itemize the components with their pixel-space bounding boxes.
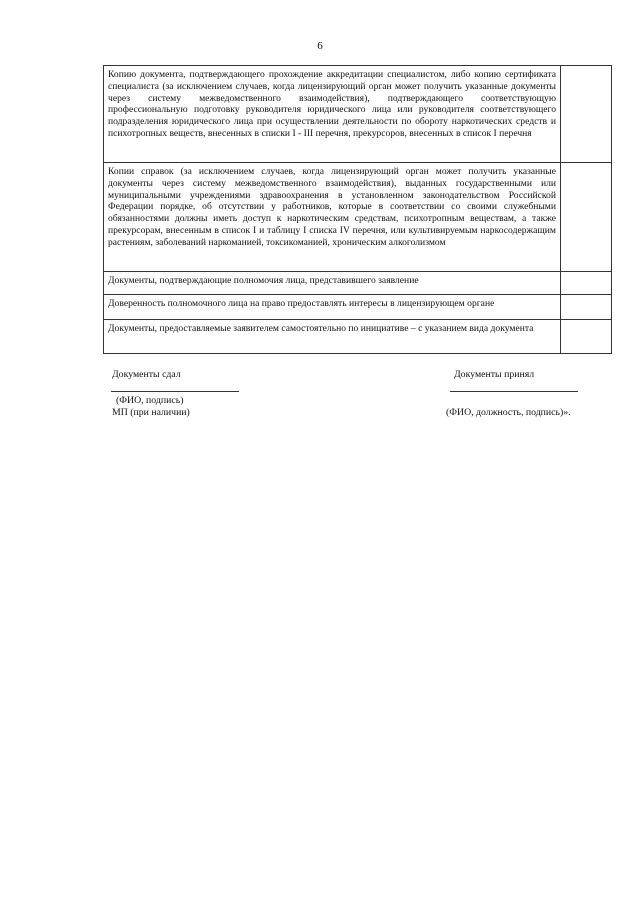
documents-table xyxy=(103,65,612,354)
row-mark-cell xyxy=(561,272,612,295)
stamp-caption: МП (при наличии) xyxy=(112,407,190,418)
submitted-fio-caption: (ФИО, подпись) xyxy=(116,395,184,406)
submitted-label: Документы сдал xyxy=(112,369,181,380)
row-description: Документы, подтверждающие полномочия лица, представившего заявление xyxy=(104,272,561,295)
row-description: Копии справок (за исключением случаев, когда лицензирующий орган может получить указанные документы через систему межведомственного взаимодействия), выданных государственными или муниципальными учреждениями здравоохранения в установленном законодательством Российской Федерации порядке, об отсутствии у работников, которые в соответствии со своими служебными обязанностями должны иметь доступ к наркотическим средствам, психотропным веществам, а также прекурсорам, внесенным в список I и таблицу I списка IV перечня, или культивируемым наркосодержащим растениям, заболеваний наркоманией, токсикоманией, хроническим алкоголизмом xyxy=(104,163,561,272)
received-signature-line xyxy=(450,391,578,392)
table-row xyxy=(104,272,612,295)
submitted-signature-line xyxy=(111,391,239,392)
table-row xyxy=(104,320,612,354)
row-description: Копию документа, подтверждающего прохождение аккредитации специалистом, либо копию сертификата специалиста (за исключением случаев, когда лицензирующий орган может получить указанные документы через систему межведомственного взаимодействия), подтверждающего соответствующую профессиональную подготовку руководителя юридического лица или руководителя соответствующего подразделения юридического лица при осуществлении деятельности по обороту наркотических средств и психотропных веществ, внесенных в списки I - III перечня, прекурсоров, внесенных в список I перечня xyxy=(104,66,561,163)
row-mark-cell xyxy=(561,320,612,354)
received-label: Документы принял xyxy=(454,369,535,380)
table-row xyxy=(104,163,612,272)
received-fio-caption: (ФИО, должность, подпись)». xyxy=(446,407,571,418)
row-mark-cell xyxy=(561,66,612,163)
row-mark-cell xyxy=(561,163,612,272)
table-row xyxy=(104,66,612,163)
page-number: 6 xyxy=(317,40,323,52)
row-description: Документы, предоставляемые заявителем самостоятельно по инициативе – с указанием вида документа xyxy=(104,320,561,354)
row-description: Доверенность полномочного лица на право предоставлять интересы в лицензирующем органе xyxy=(104,295,561,320)
table-row xyxy=(104,295,612,320)
row-mark-cell xyxy=(561,295,612,320)
